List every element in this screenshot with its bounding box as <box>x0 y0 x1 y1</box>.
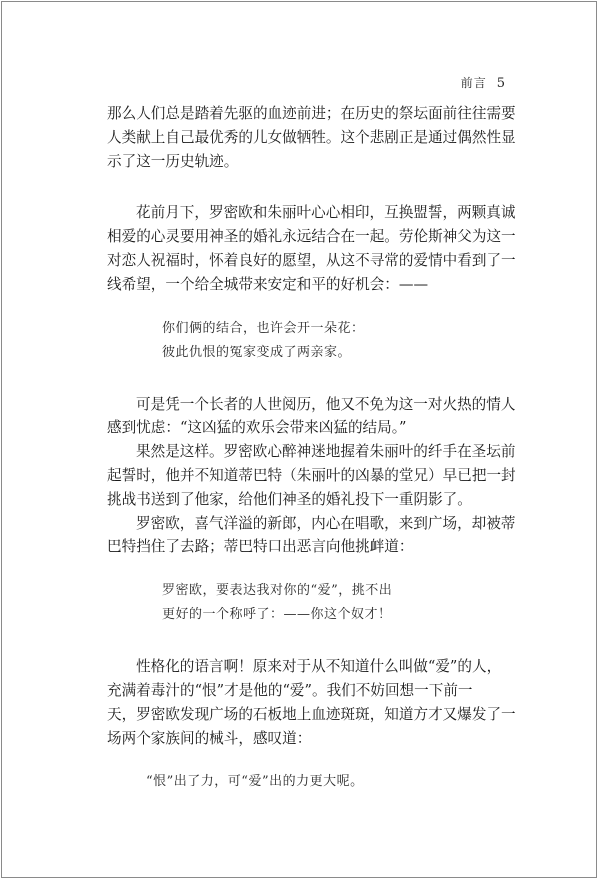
body-text <box>107 102 516 794</box>
paragraph-2 <box>107 201 516 296</box>
text-line: 示了这一历史轨迹。 <box>107 152 239 170</box>
text-line: 场两个家族间的械斗，感叹道： <box>107 729 312 747</box>
paragraph-1 <box>107 102 516 173</box>
paragraph-4 <box>107 440 516 511</box>
text-line: 相爱的心灵要用神圣的婚礼永远结合在一起。劳伦斯神父为这一 <box>107 228 516 246</box>
verse-quote-2 <box>107 579 491 627</box>
verse-line: 罗密欧，要表达我对你的“爱”，挑不出 <box>162 583 393 599</box>
text-line: 挑战书送到了他家，给他们神圣的婚礼投下一重阴影了。 <box>107 490 472 508</box>
text-line: 巴特挡住了去路；蒂巴特口出恶言向他挑衅道： <box>107 538 414 556</box>
paragraph-6 <box>107 655 516 750</box>
verse-quote-1 <box>107 317 491 365</box>
text-line: 线希望，一个给全城带来安定和平的好机会：—— <box>107 275 429 293</box>
text-line: 果然是这样。罗密欧心醉神迷地握着朱丽叶的纤手在圣坛前 <box>136 443 516 461</box>
paragraph-5 <box>107 512 516 560</box>
verse-quote-3 <box>107 770 491 794</box>
text-line: 对恋人祝福时，怀着良好的愿望，从这不寻常的爱情中看到了一 <box>107 251 516 269</box>
text-line: 花前月下，罗密欧和朱丽叶心心相印，互换盟誓，两颗真诚 <box>136 204 516 222</box>
text-line: 可是凭一个长者的人世阅历，他又不免为这一对火热的情人 <box>136 395 516 413</box>
verse-line: 更好的一个称呼了：——你这个奴才！ <box>162 607 392 623</box>
text-line: 罗密欧，喜气洋溢的新郎，内心在唱歌，来到广场，却被蒂 <box>136 514 516 532</box>
page-number: 5 <box>496 76 506 91</box>
text-line: 性格化的语言啊！原来对于从不知道什么叫做“爱”的人， <box>136 658 502 676</box>
running-header <box>461 74 506 91</box>
verse-line: 彼此仇恨的冤家变成了两亲家。 <box>162 344 352 360</box>
text-line: 充满着毒汁的“恨”才是他的“爱”。我们不妨回想一下前一 <box>107 681 473 699</box>
paragraph-3 <box>107 393 516 441</box>
text-line: 感到忧虑：“这凶猛的欢乐会带来凶猛的结局。” <box>107 419 407 437</box>
text-line: 那么人们总是踏着先驱的血迹前进；在历史的祭坛面前往往需要 <box>107 105 516 122</box>
text-line: 起誓时，他并不知道蒂巴特（朱丽叶的凶暴的堂兄）早已把一封 <box>107 466 516 484</box>
text-line: 人类献上自己最优秀的儿女做牺牲。这个悲剧正是通过偶然性显 <box>107 128 516 146</box>
section-title: 前言 <box>460 76 487 90</box>
verse-line: 你们俩的结合，也许会开一朵花： <box>162 320 365 336</box>
verse-line: “恨”出了力，可“爱”出的力更大呢。 <box>146 774 364 790</box>
text-line: 天，罗密欧发现广场的石板地上血迹斑斑，知道方才又爆发了一 <box>107 705 516 723</box>
